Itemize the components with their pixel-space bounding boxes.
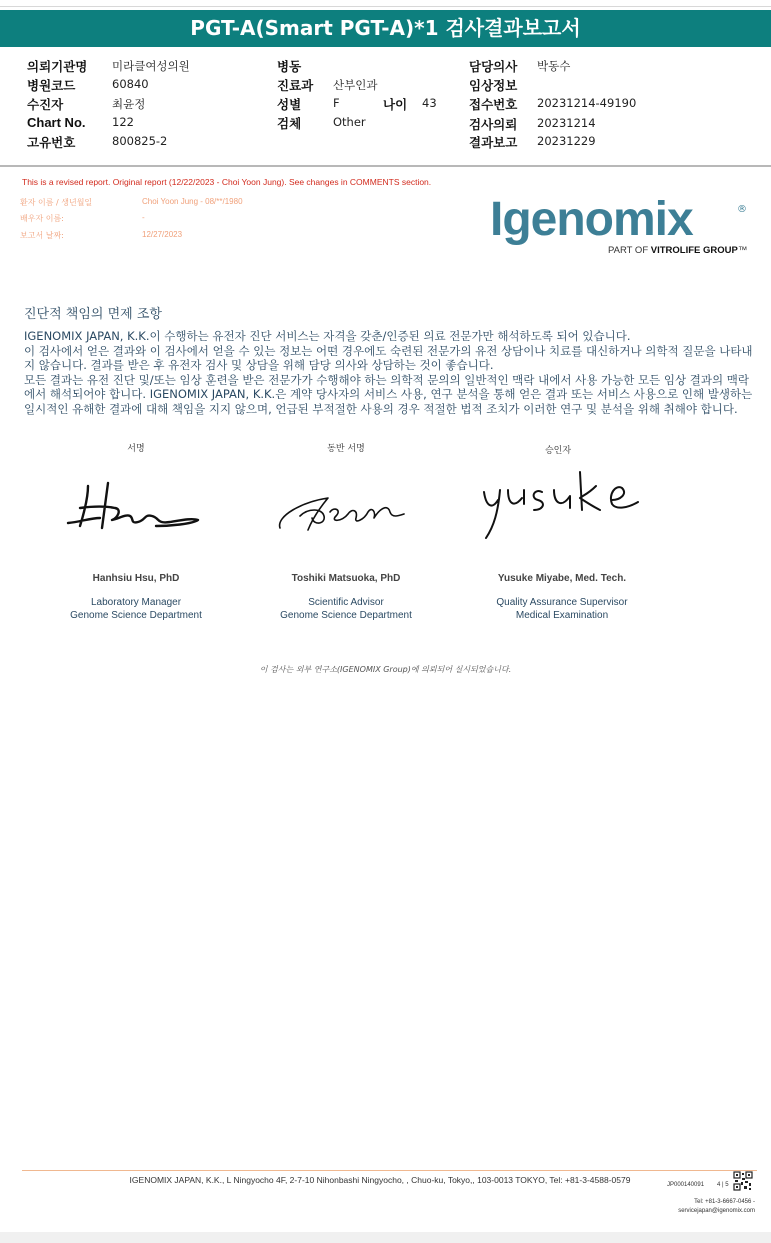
signature-heading-1: 서명 — [127, 444, 145, 454]
chart-label: Chart No. — [27, 115, 86, 130]
signer-name-1: Hanhsiu Hsu, PhD — [92, 573, 180, 584]
doctor-label: 담당의사 — [469, 59, 518, 74]
sex-label: 성별 — [277, 97, 302, 112]
report-date-sub-label: 보고서 날짜: — [20, 231, 64, 240]
igenomix-logo: Igenomix — [490, 193, 693, 246]
top-border — [0, 0, 771, 7]
page-number: 4 | 5 — [717, 1182, 729, 1188]
spouse-value: - — [142, 213, 145, 222]
institution-value: 미라클여성의원 — [112, 59, 190, 73]
report-date-sub-value: 12/27/2023 — [142, 230, 183, 239]
hospital-code-value: 60840 — [112, 77, 149, 91]
sex-value: F — [333, 96, 340, 110]
hospital-code-label: 병원코드 — [27, 78, 76, 93]
signature-miyabe — [478, 462, 653, 544]
signature-hsu — [60, 478, 205, 533]
footer-divider — [22, 1170, 757, 1171]
signature-matsuoka — [272, 488, 417, 536]
logo-subtitle: PART OF VITROLIFE GROUP™ — [608, 245, 748, 256]
unique-number-value: 800825-2 — [112, 134, 168, 148]
header-divider — [0, 165, 771, 167]
report-date-label: 결과보고 — [469, 135, 518, 150]
specimen-value: Other — [333, 115, 366, 129]
report-date-value: 20231229 — [537, 134, 596, 148]
footer-address: IGENOMIX JAPAN, K.K., L Ningyocho 4F, 2-7-10 Nihonbashi Ningyocho, , Chuo-ku, Tokyo,, 103-0013 TOKYO, Tel: +81-3-4588-0579 — [129, 1175, 631, 1185]
report-title: PGT-A(Smart PGT-A)*1 검사결과보고서 — [0, 10, 771, 47]
qr-code-icon — [733, 1171, 753, 1191]
document-code: JP000140091 — [667, 1182, 705, 1188]
clinical-info-label: 임상정보 — [469, 78, 518, 93]
registered-mark: ® — [737, 204, 747, 215]
doctor-value: 박동수 — [537, 59, 571, 73]
chart-value: 122 — [112, 115, 134, 129]
signer-name-2: Toshiki Matsuoka, PhD — [291, 573, 401, 584]
patient-value: 최윤정 — [112, 97, 146, 111]
disclaimer-paragraph-2: 이 검사에서 얻은 결과와 이 검사에서 얻을 수 있는 정보는 어떤 경우에도 숙련된 전문가의 유전 상담이나 치료를 대신하거나 의학적 질문을 나타내지 않습니다. 결과를 받은 후 유전자 검사 및 상담을 위해 담당 의사와 상담하는 것이 좋습니다. — [24, 343, 753, 372]
request-date-value: 20231214 — [537, 116, 596, 130]
patient-name-value: Choi Yoon Jung - 08/**/1980 — [142, 197, 243, 206]
department-label: 진료과 — [277, 78, 314, 93]
signer-role-1: Laboratory Manager Genome Science Department — [70, 597, 202, 621]
patient-name-label: 환자 이름 / 생년월일 — [20, 198, 93, 207]
signer-role-2: Scientific Advisor Genome Science Department — [280, 597, 412, 621]
disclaimer-paragraph-3: 모든 결과는 유전 진단 및/또는 임상 훈련을 받은 전문가가 수행해야 하는 의학적 문의의 일반적인 맥락 내에서 사용 가능한 모든 임상 결과의 맥락에서 해석되어야 합니다. IGENOMIX JAPAN, K.K.은 계약 당사자의 서비스 사용, 연구 분석을 통해 얻은 결과 또는 서비스 사용으로 인해 발생하는 일시적인 유해한 결과에 대해 책임을 지지 않으며, 언급된 부적절한 사용의 경우 적절한 법적 조치가 이러한 연구 및 분석을 위해 취해야 합니다. — [24, 372, 753, 416]
specimen-label: 검체 — [277, 116, 302, 131]
signer-name-3: Yusuke Miyabe, Med. Tech. — [497, 573, 627, 584]
footer-contact: Tel: +81-3-6667-0456 - servicejapan@igenomix.com — [678, 1199, 755, 1214]
disclaimer-title: 진단적 책임의 면제 조항 — [24, 307, 162, 322]
external-lab-note: 이 검사는 외부 연구소(IGENOMIX Group)에 의뢰되어 실시되었습니다. — [259, 665, 512, 674]
institution-label: 의뢰기관명 — [27, 59, 88, 74]
age-value: 43 — [422, 96, 437, 110]
spouse-label: 배우자 이름: — [20, 214, 64, 223]
age-label: 나이 — [383, 97, 408, 112]
disclaimer-body — [24, 329, 754, 416]
signature-heading-2: 동반 서명 — [327, 444, 365, 454]
bottom-bar — [0, 1232, 771, 1243]
ward-label: 병동 — [277, 59, 302, 74]
disclaimer-paragraph-1: IGENOMIX JAPAN, K.K.이 수행하는 유전자 진단 서비스는 자격을 갖춘/인증된 의료 전문가만 해석하도록 되어 있습니다. — [24, 329, 631, 343]
revised-notice: This is a revised report. Original report (12/22/2023 - Choi Yoon Jung). See changes in COMMENTS section. — [22, 177, 432, 187]
department-value: 산부인과 — [333, 78, 378, 92]
request-date-label: 검사의뢰 — [469, 117, 518, 132]
unique-number-label: 고유번호 — [27, 135, 76, 150]
receipt-number-label: 접수번호 — [469, 97, 518, 112]
receipt-number-value: 20231214-49190 — [537, 96, 637, 110]
signer-role-3: Quality Assurance Supervisor Medical Examination — [496, 597, 628, 621]
signature-heading-3: 승인자 — [544, 446, 572, 456]
patient-label: 수진자 — [27, 97, 64, 112]
